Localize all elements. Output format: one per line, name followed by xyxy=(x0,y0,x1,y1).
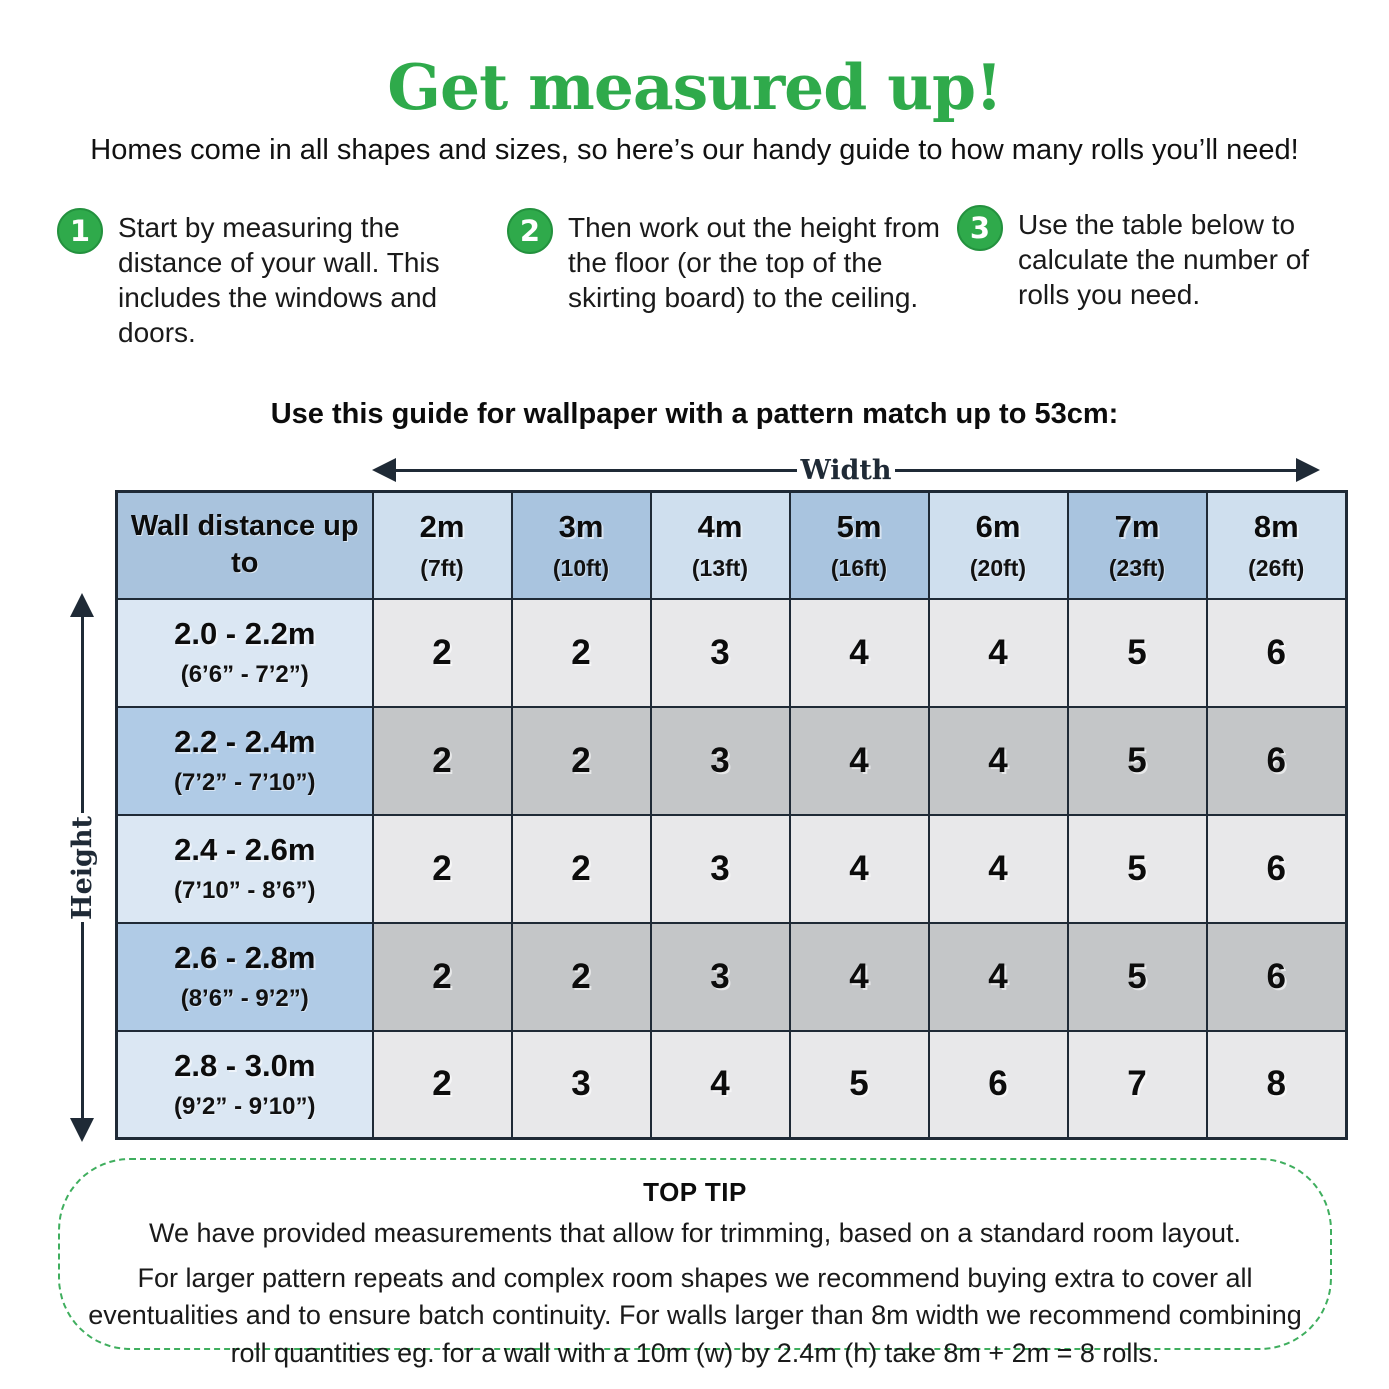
table-cell: 3 xyxy=(651,923,790,1031)
table-cell: 3 xyxy=(651,815,790,923)
table-row-2.2-2.4m xyxy=(117,707,1347,815)
table-cell: 5 xyxy=(790,1031,929,1139)
table-cell: 4 xyxy=(929,815,1068,923)
row-metric: 2.2 - 2.4m xyxy=(174,724,316,759)
column-imperial: (20ft) xyxy=(969,554,1027,581)
column-header-4m xyxy=(651,492,790,599)
column-header-8m xyxy=(1207,492,1347,599)
table-cell: 7 xyxy=(1068,1031,1207,1139)
height-axis-arrow xyxy=(64,593,100,1142)
corner-header-label: Wall distance up to xyxy=(130,509,359,580)
table-cell: 3 xyxy=(651,707,790,815)
column-metric: 4m xyxy=(697,508,743,544)
top-tip-title: TOP TIP xyxy=(643,1177,747,1207)
table-cell: 2 xyxy=(373,707,512,815)
table-cell: 5 xyxy=(1068,707,1207,815)
height-axis-label: Height xyxy=(66,815,98,920)
height-arrow-line xyxy=(81,617,84,813)
table-cell: 4 xyxy=(929,707,1068,815)
column-imperial: (7ft) xyxy=(420,554,464,581)
table-cell: 6 xyxy=(1207,815,1347,923)
column-imperial: (23ft) xyxy=(1108,554,1166,581)
table-cell: 6 xyxy=(929,1031,1068,1139)
table-cell: 2 xyxy=(373,1031,512,1139)
table-row-2.0-2.2m xyxy=(117,599,1347,707)
table-row-2.6-2.8m xyxy=(117,923,1347,1031)
column-imperial: (10ft) xyxy=(552,554,610,581)
page-subtitle: Homes come in all shapes and sizes, so here’s our handy guide to how many rolls you’ll need! xyxy=(90,134,1299,166)
table-cell: 6 xyxy=(1207,599,1347,707)
column-header-5m xyxy=(790,492,929,599)
width-arrow-line xyxy=(396,469,797,472)
step-3-number-badge: 3 xyxy=(957,205,1003,251)
row-metric: 2.6 - 2.8m xyxy=(174,940,316,975)
row-header xyxy=(117,923,373,1031)
height-arrow-line xyxy=(81,922,84,1118)
table-row-2.8-3.0m xyxy=(117,1031,1347,1139)
table-cell: 2 xyxy=(512,707,651,815)
page-title: Get measured up! xyxy=(387,50,1002,124)
column-metric: 3m xyxy=(558,508,604,544)
table-cell: 2 xyxy=(512,815,651,923)
row-metric: 2.8 - 3.0m xyxy=(174,1047,316,1083)
column-metric: 7m xyxy=(1114,508,1160,544)
arrowhead-left-icon xyxy=(372,458,396,482)
table-cell: 4 xyxy=(651,1031,790,1139)
table-cell: 4 xyxy=(790,923,929,1031)
column-imperial: (13ft) xyxy=(691,554,749,581)
step-3-text: Use the table below to calculate the number of rolls you need. xyxy=(1018,209,1310,310)
column-imperial: (16ft) xyxy=(830,554,888,581)
column-header-6m xyxy=(929,492,1068,599)
table-cell: 2 xyxy=(373,599,512,707)
table-cell: 2 xyxy=(373,923,512,1031)
step-1 xyxy=(57,208,487,350)
rolls-table xyxy=(115,490,1348,1140)
table-cell: 3 xyxy=(651,599,790,707)
column-imperial: (26ft) xyxy=(1248,554,1305,581)
table-cell: 6 xyxy=(1207,923,1347,1031)
top-tip-line2: For larger pattern repeats and complex room shapes we recommend buying extra to cover all eventualities and to ensure batch continuity. For walls larger than 8m width we recommend combining roll quantities eg. for a wall with a 10m (w) by 2.4m (h) take 8m + 2m = 8 rolls. xyxy=(88,1263,1302,1368)
row-header xyxy=(117,1031,373,1139)
row-imperial: (7’10” - 8’6”) xyxy=(174,877,316,904)
table-row-2.4-2.6m xyxy=(117,815,1347,923)
width-axis-arrow xyxy=(372,456,1320,484)
column-header-3m xyxy=(512,492,651,599)
table-cell: 5 xyxy=(1068,815,1207,923)
table-cell: 4 xyxy=(790,599,929,707)
table-cell: 4 xyxy=(790,815,929,923)
row-metric: 2.0 - 2.2m xyxy=(174,616,316,651)
step-3 xyxy=(957,205,1347,312)
step-2-text: Then work out the height from the floor (or the top of the skirting board) to the ceiling. xyxy=(568,212,940,313)
row-imperial: (8’6” - 9’2”) xyxy=(180,985,309,1012)
arrowhead-down-icon xyxy=(70,1118,94,1142)
table-cell: 6 xyxy=(1207,707,1347,815)
table-cell: 3 xyxy=(512,1031,651,1139)
column-header-2m xyxy=(373,492,512,599)
table-cell: 8 xyxy=(1207,1031,1347,1139)
arrowhead-right-icon xyxy=(1296,458,1320,482)
table-cell: 4 xyxy=(929,599,1068,707)
table-corner-header xyxy=(117,492,373,599)
table-cell: 2 xyxy=(512,599,651,707)
table-caption: Use this guide for wallpaper with a pattern match up to 53cm: xyxy=(270,398,1119,430)
row-header xyxy=(117,707,373,815)
width-axis-label: Width xyxy=(800,454,892,486)
table-cell: 2 xyxy=(373,815,512,923)
step-2-number-badge: 2 xyxy=(507,208,553,254)
table-cell: 4 xyxy=(790,707,929,815)
table-cell: 5 xyxy=(1068,923,1207,1031)
column-metric: 5m xyxy=(836,508,882,544)
row-imperial: (9’2” - 9’10”) xyxy=(174,1092,316,1120)
table-cell: 5 xyxy=(1068,599,1207,707)
table-cell: 4 xyxy=(929,923,1068,1031)
top-tip-box xyxy=(58,1158,1332,1368)
step-1-text: Start by measuring the distance of your wall. This includes the windows and doors. xyxy=(118,212,440,348)
column-metric: 2m xyxy=(419,508,465,544)
width-arrow-line xyxy=(895,469,1296,472)
step-2 xyxy=(507,208,947,315)
row-metric: 2.4 - 2.6m xyxy=(174,832,316,867)
column-metric: 8m xyxy=(1253,508,1299,544)
column-header-7m xyxy=(1068,492,1207,599)
table-header-row xyxy=(117,492,1347,599)
row-header xyxy=(117,815,373,923)
row-header xyxy=(117,599,373,707)
step-1-number-badge: 1 xyxy=(57,208,103,254)
row-imperial: (7’2” - 7’10”) xyxy=(174,769,316,796)
row-imperial: (6’6” - 7’2”) xyxy=(180,661,309,688)
arrowhead-up-icon xyxy=(70,593,94,617)
table-cell: 2 xyxy=(512,923,651,1031)
column-metric: 6m xyxy=(975,508,1021,544)
top-tip-line1: We have provided measurements that allow for trimming, based on a standard room layout. xyxy=(148,1218,1242,1248)
